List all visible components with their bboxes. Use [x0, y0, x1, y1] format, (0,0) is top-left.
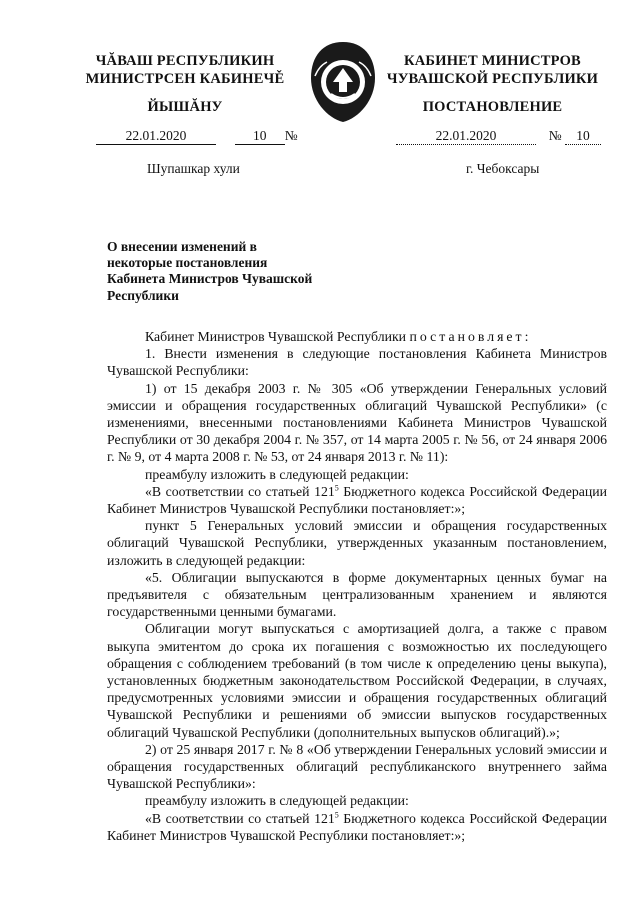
paragraph-6: «5. Облигации выпускаются в форме документарных ценных бумаг на предъявителя с обязательным централизованным хранением и являются государственными ценными бумагами. — [107, 569, 607, 620]
p4-text-a: «В соответствии со статьей 121 — [145, 483, 335, 499]
paragraph-3: преамбулу изложить в следующей редакции: — [145, 466, 409, 482]
paragraph-10 — [107, 810, 607, 844]
p4-superscript: 5 — [334, 483, 339, 493]
header-right-line1: КАБИНЕТ МИНИСТРОВ — [404, 53, 581, 69]
header-right-line2: ЧУВАШСКОЙ РЕСПУБЛИКИ — [386, 71, 599, 87]
header-left-doc-type: ЙЫШĂНУ — [147, 99, 223, 115]
document-body — [107, 328, 607, 844]
paragraph-9: преамбулу изложить в следующей редакции: — [145, 793, 409, 809]
intro-verb: постановляет: — [409, 329, 532, 344]
paragraph-8: 2) от 25 января 2017 г. № 8 «Об утверждении Генеральных условий эмиссии и обращения государственных облигаций республиканского внутреннего займа Чувашской Республики»: — [107, 741, 607, 792]
left-number: 10 — [235, 128, 285, 145]
document-title: О внесении изменений в некоторые постановления Кабинета Министров Чувашской Республики — [107, 239, 313, 303]
right-number: 10 — [565, 128, 601, 145]
header-left-line1: ЧĂВАШ РЕСПУБЛИКИН — [95, 53, 275, 69]
p10-text-b: Бюджетного кодекса Российской Федерации Кабинет Министров Чувашской Республики постановляет:»; — [107, 810, 607, 843]
paragraph-5: пункт 5 Генеральных условий эмиссии и обращения государственных облигаций Чувашской Республики, утвержденных указанным постановлением, изложить в следующей редакции: — [107, 518, 607, 568]
header-right-org — [385, 52, 600, 88]
right-date: 22.01.2020 — [396, 128, 536, 145]
paragraph-4 — [107, 483, 607, 517]
paragraph-2: 1) от 15 декабря 2003 г. № 305 «Об утверждении Генеральных условий эмиссии и обращения государственных облигаций Чувашской Республики» (с изменениями, внесенными постановлениями Кабинета Министров Чувашской Республики от 30 декабря 2004 г. № 357, от 14 марта 2005 г. № 56, от 24 января 2006 г. № 9, от 4 марта 2008 г. № 53, от 24 января 2013 г. № 11): — [107, 380, 607, 465]
header-right-doc-type: ПОСТАНОВЛЕНИЕ — [422, 99, 563, 115]
paragraph-1: 1. Внести изменения в следующие постановления Кабинета Министров Чувашской Республики: — [107, 346, 607, 379]
left-date: 22.01.2020 — [96, 128, 216, 145]
paragraph-7: Облигации могут выпускаться с амортизацией долга, а также с правом выкупа эмитентом до срока их погашения с возможностью их последующего обращения с соблюдением требований (в том числе к определению цены выкупа), установленных бюджетным законодательством Российской Федерации, в случаях, предусмотренных условиями эмиссии и обращения государственных облигаций Чувашской Республики и решениями об эмиссии выпусков государственных облигаций Чувашской Республики (дополнительных выпусков облигаций).»; — [107, 621, 607, 740]
header-left-line2: МИНИСТРСЕН КАБИНЕЧĚ — [85, 71, 285, 87]
header-left-org — [80, 52, 290, 88]
left-date-number — [96, 128, 298, 145]
p10-superscript: 5 — [334, 810, 339, 820]
left-city: Шупашкар хули — [147, 161, 240, 176]
coat-of-arms-icon — [305, 36, 381, 126]
intro-paragraph — [107, 328, 607, 345]
p4-text-b: Бюджетного кодекса Российской Федерации Кабинет Министров Чувашской Республики постановляет:»; — [107, 483, 607, 517]
right-number-sign: № — [548, 128, 562, 143]
right-city: г. Чебоксары — [466, 161, 540, 176]
intro-text: Кабинет Министров Чувашской Республики — [145, 329, 407, 344]
left-number-sign: № — [284, 128, 298, 143]
p10-text-a: «В соответствии со статьей 121 — [145, 810, 335, 826]
right-date-number — [396, 128, 601, 145]
